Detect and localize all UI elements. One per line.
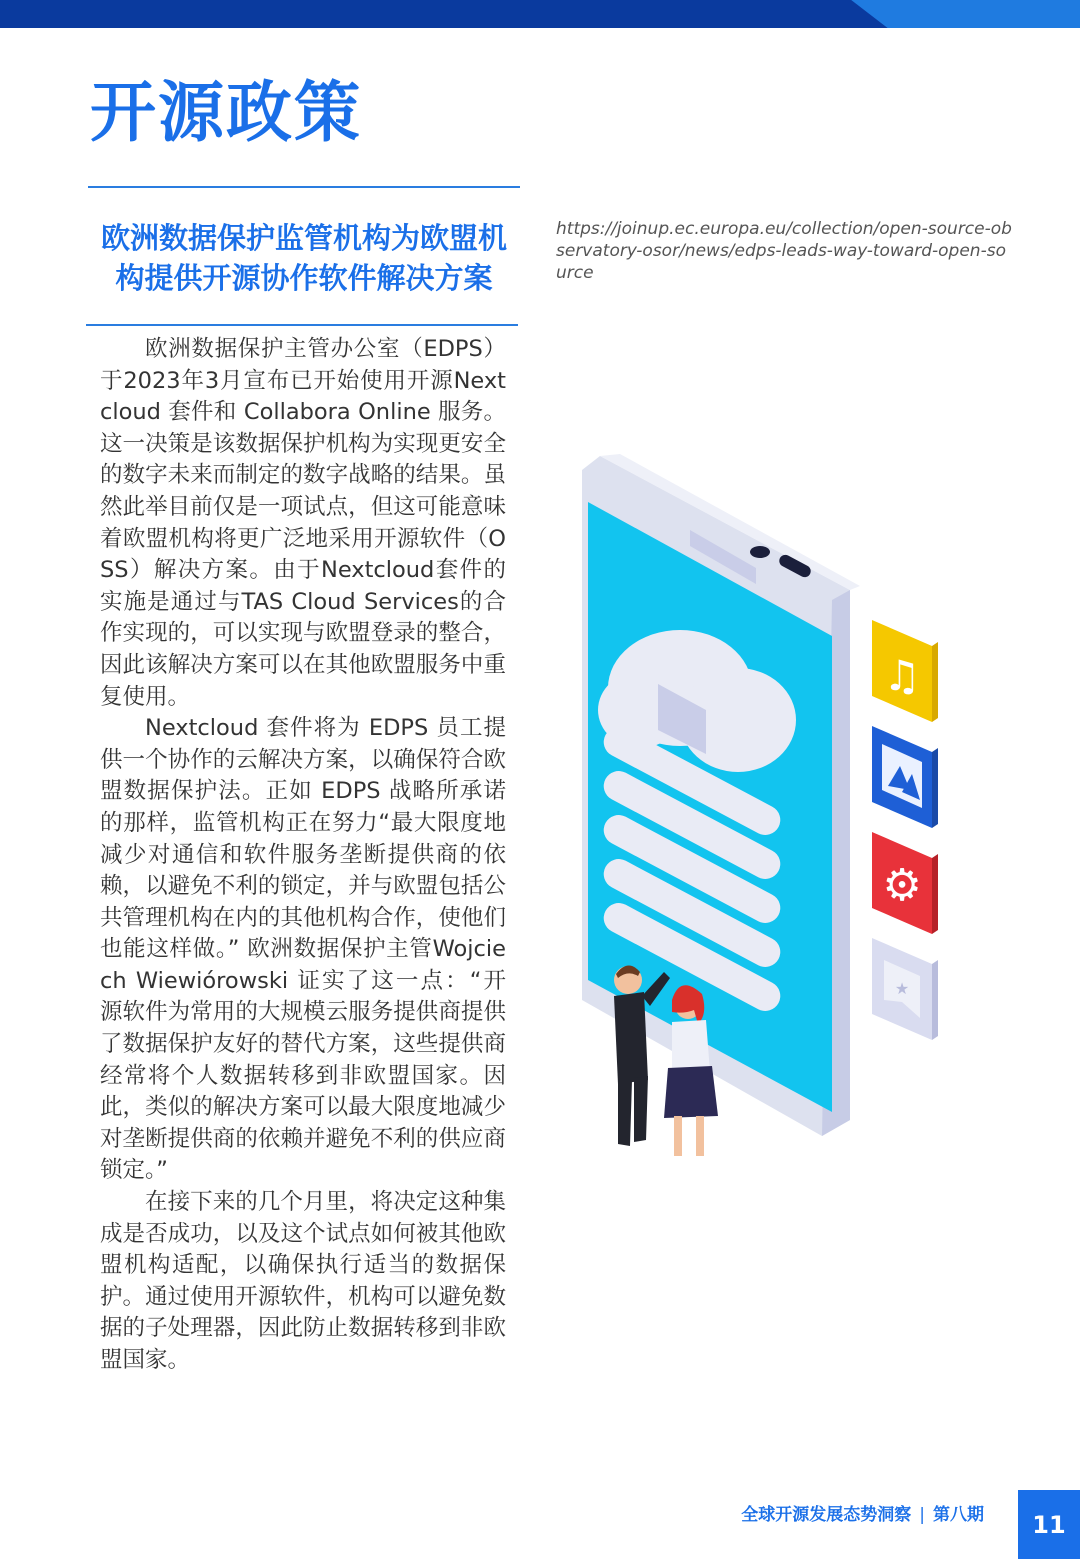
title-top-divider	[88, 186, 520, 188]
bookmark-icon	[872, 938, 938, 1040]
svg-text:★: ★	[894, 979, 910, 998]
photo-icon	[872, 726, 938, 828]
title-bottom-divider	[86, 324, 518, 326]
footer-separator: |	[919, 1505, 925, 1525]
front-camera	[750, 546, 770, 558]
gear-icon	[872, 832, 938, 934]
article-paragraph: Nextcloud 套件将为 EDPS 员工提供一个协作的云解决方案，以确保符合欧盟数据保护法。正如 EDPS 战略所承诺的那样，监管机构正在努力“最大限度地减少对通信和软件服务垄断提供商的依赖，以避免不利的锁定，并与欧盟包括公共管理机构在内的其他机构合作，使他们也能这样做。” 欧洲数据保护主管Wojciech Wiewiórowski 证实了这一点：“开源软件为常用的大规模云服务提供商提供了数据保护友好的替代方案，这些提供商经常将个人数据转移到非欧盟国家。因此，类似的解决方案可以最大限度地减少对垄断提供商的依赖并避免不利的供应商锁定。”	[100, 715, 506, 1184]
footer-publication	[741, 1500, 984, 1525]
page-title: 开源政策	[90, 74, 362, 151]
footer-issue: 第八期	[933, 1505, 984, 1525]
source-url[interactable]: https://joinup.ec.europa.eu/collection/open-source-observatory-osor/news/edps-leads-way-toward-open-source	[556, 219, 1012, 283]
article-title: 欧洲数据保护监管机构为欧盟机构提供开源协作软件解决方案	[100, 221, 507, 295]
cloud-phone-illustration	[560, 440, 960, 1180]
top-banner	[0, 0, 1080, 28]
svg-text:♫: ♫	[883, 651, 921, 700]
article-paragraph: 在接下来的几个月里，将决定这种集成是否成功，以及这个试点如何被其他欧盟机构适配，以确保执行适当的数据保护。通过使用开源软件，机构可以避免数据的子处理器，因此防止数据转移到非欧盟国家。	[100, 1189, 506, 1373]
top-banner-accent	[820, 0, 1080, 28]
page-number: 11	[1018, 1490, 1080, 1559]
article-paragraph: 欧洲数据保护主管办公室（EDPS）于2023年3月宣布已开始使用开源Nextcloud 套件和 Collabora Online 服务。这一决策是该数据保护机构为实现更安全的数字未来而制定的数字战略的结果。虽然此举目前仅是一项试点，但这可能意味着欧盟机构将更广泛地采用开源软件（OSS）解决方案。由于Nextcloud套件的实施是通过与TAS Cloud Services的合作实现的，可以实现与欧盟登录的整合，因此该解决方案可以在其他欧盟服务中重复使用。	[100, 336, 506, 710]
footer-publication-name: 全球开源发展态势洞察	[741, 1505, 912, 1525]
article-body	[100, 334, 506, 1377]
svg-text:⚙: ⚙	[882, 860, 922, 911]
music-note-icon	[872, 620, 938, 722]
